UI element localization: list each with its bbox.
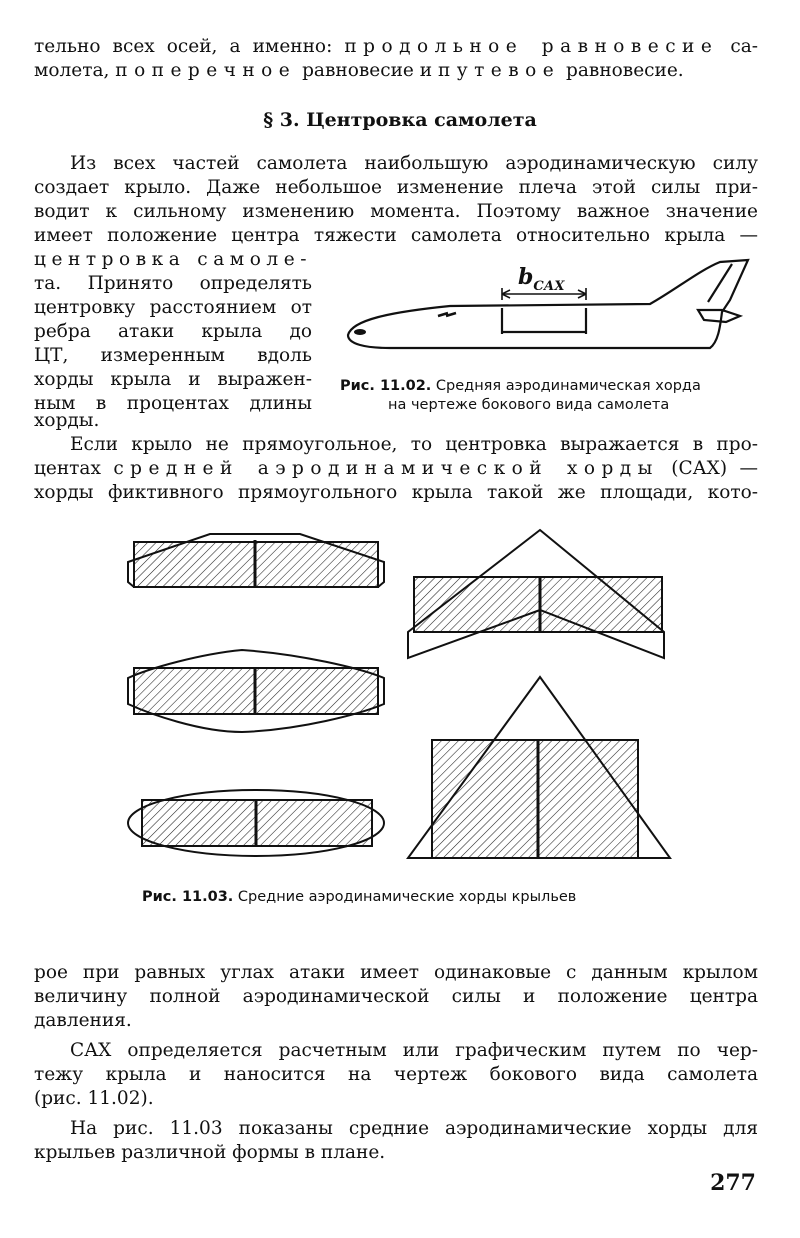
text-line: величину полной аэродинамической силы и положение центра	[34, 986, 758, 1007]
wing-double-tapered	[128, 650, 384, 732]
text-line: ребра атаки крыла до	[34, 321, 312, 342]
wing-delta	[408, 677, 670, 858]
aircraft-side-view-figure	[330, 250, 750, 370]
text-line: давления.	[34, 1010, 132, 1031]
text-line: тежу крыла и наносится на чертеж бокового вида самолета	[34, 1064, 758, 1085]
text-line: ЦТ, измеренным вдоль	[34, 345, 312, 366]
wing-tapered	[128, 534, 384, 587]
text-line: хорды.	[34, 410, 100, 431]
text-line: рое при равных углах атаки имеет одинаковые с данным крылом	[34, 962, 758, 983]
text-line: ным в процентах длины	[34, 393, 312, 414]
mac-bracket	[502, 308, 586, 334]
section-heading: § 3. Центровка самолета	[263, 109, 537, 131]
text-line: Если крыло не прямоугольное, то центровка выражается в про-	[70, 434, 758, 455]
text-line: центровка самоле-	[34, 249, 312, 270]
figure-caption: на чертеже бокового вида самолета	[388, 397, 670, 413]
wing-planforms-figure	[0, 520, 800, 880]
page-number: 277	[710, 1170, 756, 1196]
text-line: хорды фиктивного прямоугольного крыла такой же площади, кото-	[34, 482, 758, 503]
text-line: создает крыло. Даже небольшое изменение плеча этой силы при-	[34, 177, 758, 198]
text-line: водит к сильному изменению момента. Поэтому важное значение	[34, 201, 758, 222]
text-line: (рис. 11.02).	[34, 1088, 154, 1109]
figure-caption: Рис. 11.02. Средняя аэродинамическая хорда	[340, 378, 701, 394]
text-line: хорды крыла и выражен-	[34, 369, 312, 390]
cockpit-window	[354, 329, 366, 335]
wing-elliptical	[128, 790, 384, 856]
figure-caption: Рис. 11.03. Средние аэродинамические хорды крыльев	[142, 889, 577, 905]
text-line: тельно всех осей, а именно: продольное равновесие са-	[34, 36, 758, 57]
mac-label: $b_{САХ}$	[518, 264, 565, 294]
text-line: На рис. 11.03 показаны средние аэродинамические хорды для	[70, 1118, 758, 1139]
text-line: Из всех частей самолета наибольшую аэродинамическую силу	[70, 153, 758, 174]
text-line: крыльев различной формы в плане.	[34, 1142, 386, 1163]
fuselage-outline	[348, 260, 748, 348]
text-line: та. Принято определять	[34, 273, 312, 294]
wing-swept	[408, 530, 664, 658]
text-line: молета, поперечное равновесие и путевое равновесие.	[34, 60, 684, 81]
text-line: центровку расстоянием от	[34, 297, 312, 318]
text-line: имеет положение центра тяжести самолета относительно крыла —	[34, 225, 758, 246]
text-line: центах средней аэродинамической хорды (САХ) —	[34, 458, 758, 479]
text-line: САХ определяется расчетным или графическим путем по чер-	[70, 1040, 758, 1061]
tail-stabilizer	[698, 310, 740, 322]
